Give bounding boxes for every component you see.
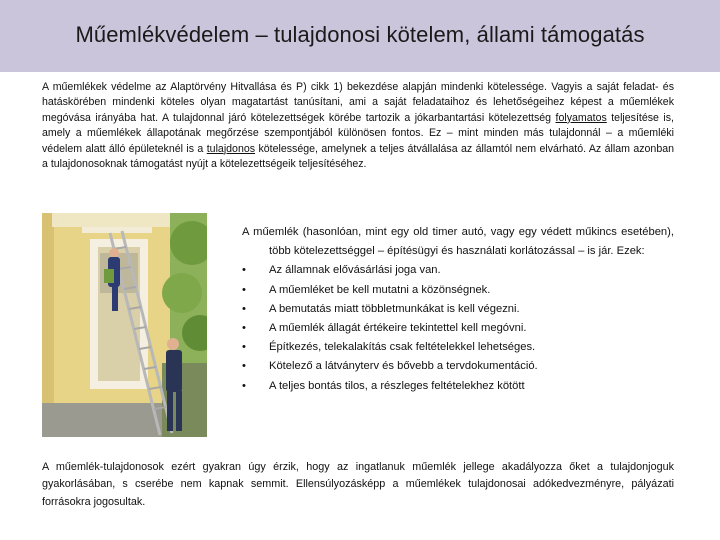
bullet-icon: • <box>242 322 246 335</box>
bullet-icon: • <box>242 264 246 277</box>
building-maintenance-photo <box>42 213 207 437</box>
list-item <box>242 261 674 280</box>
list-item-text: Az államnak elővásárlási joga van. <box>269 264 441 277</box>
list-item <box>242 357 674 376</box>
intro-text-1: A műemlékek védelme az Alaptörvény Hitvallása és P) cikk 1) bekezdése alapján mindenki kötelessége. Vagyis a saját feladat- és hatáskörében mindenki köteles olyan magatartást tanúsítani, ami a saját feladataihoz és lehetőségeihez képest a műemlékek megóvása irányába hat. A tulajdonnal járó kötelezettségek körébe tartozik a jókarbantartási kötelezettség <box>42 81 674 124</box>
obligations-list <box>242 261 674 395</box>
intro-paragraph <box>42 80 674 172</box>
intro-text-2: teljesítése is, amely a műemlékek állapotának megőrzése szempontjából különösen fontos. Ez – mint minden más tulajdonnál – a műemléki védelem alatt álló épületeknél is a <box>42 111 674 155</box>
bullet-icon: • <box>242 360 246 373</box>
list-item <box>242 338 674 357</box>
obligations-intro: A műemlék (hasonlóan, mint egy old timer autó, vagy egy védett műkincs esetében), több kötelezettséggel – építésügyi és használati korlátozással – is jár. Ezek: <box>242 226 674 258</box>
bullet-icon: • <box>242 379 246 392</box>
list-item <box>242 319 674 338</box>
intro-text-3: kötelessége, amelynek a teljes átvállalása az államtól nem elvárható. Az állam azonban a tulajdonosoknak támogatást nyújt a kötelezettségeik teljesítéséhez. <box>42 142 674 171</box>
bullet-icon: • <box>242 283 246 296</box>
list-item <box>242 300 674 319</box>
list-item-text: A műemléket be kell mutatni a közönségnek. <box>269 283 491 296</box>
list-item-text: Építkezés, telekalakítás csak feltételekkel lehetséges. <box>269 341 536 354</box>
bullet-icon: • <box>242 341 246 354</box>
list-item-text: A bemutatás miatt többletmunkákat is kell végezni. <box>269 302 520 315</box>
list-item <box>242 281 674 300</box>
intro-underlined-1: folyamatos <box>555 111 607 124</box>
outro-paragraph: A műemlék-tulajdonosok ezért gyakran úgy érzik, hogy az ingatlanuk műemlék jellege akadályozza őket a tulajdonjoguk gyakorlásában, s cserébe nem kapnak semmit. Ellensúlyozásképp a műemlékek tulajdonosai adókedvezményre, pályázati forrásokra jogosultak. <box>42 461 674 508</box>
list-item-text: A teljes bontás tilos, a részleges feltételekhez kötött <box>269 379 525 392</box>
list-item-text: Kötelező a látványterv és bővebb a tervdokumentáció. <box>269 360 538 373</box>
list-item <box>242 377 674 396</box>
intro-underlined-2: tulajdonos <box>206 142 256 155</box>
slide-title: Műemlékvédelem – tulajdonosi kötelem, állami támogatás <box>75 22 645 47</box>
bullet-icon: • <box>242 302 246 315</box>
obligations-block <box>242 223 674 396</box>
list-item-text: A műemlék állagát értékeire tekintettel kell megóvni. <box>269 322 527 335</box>
